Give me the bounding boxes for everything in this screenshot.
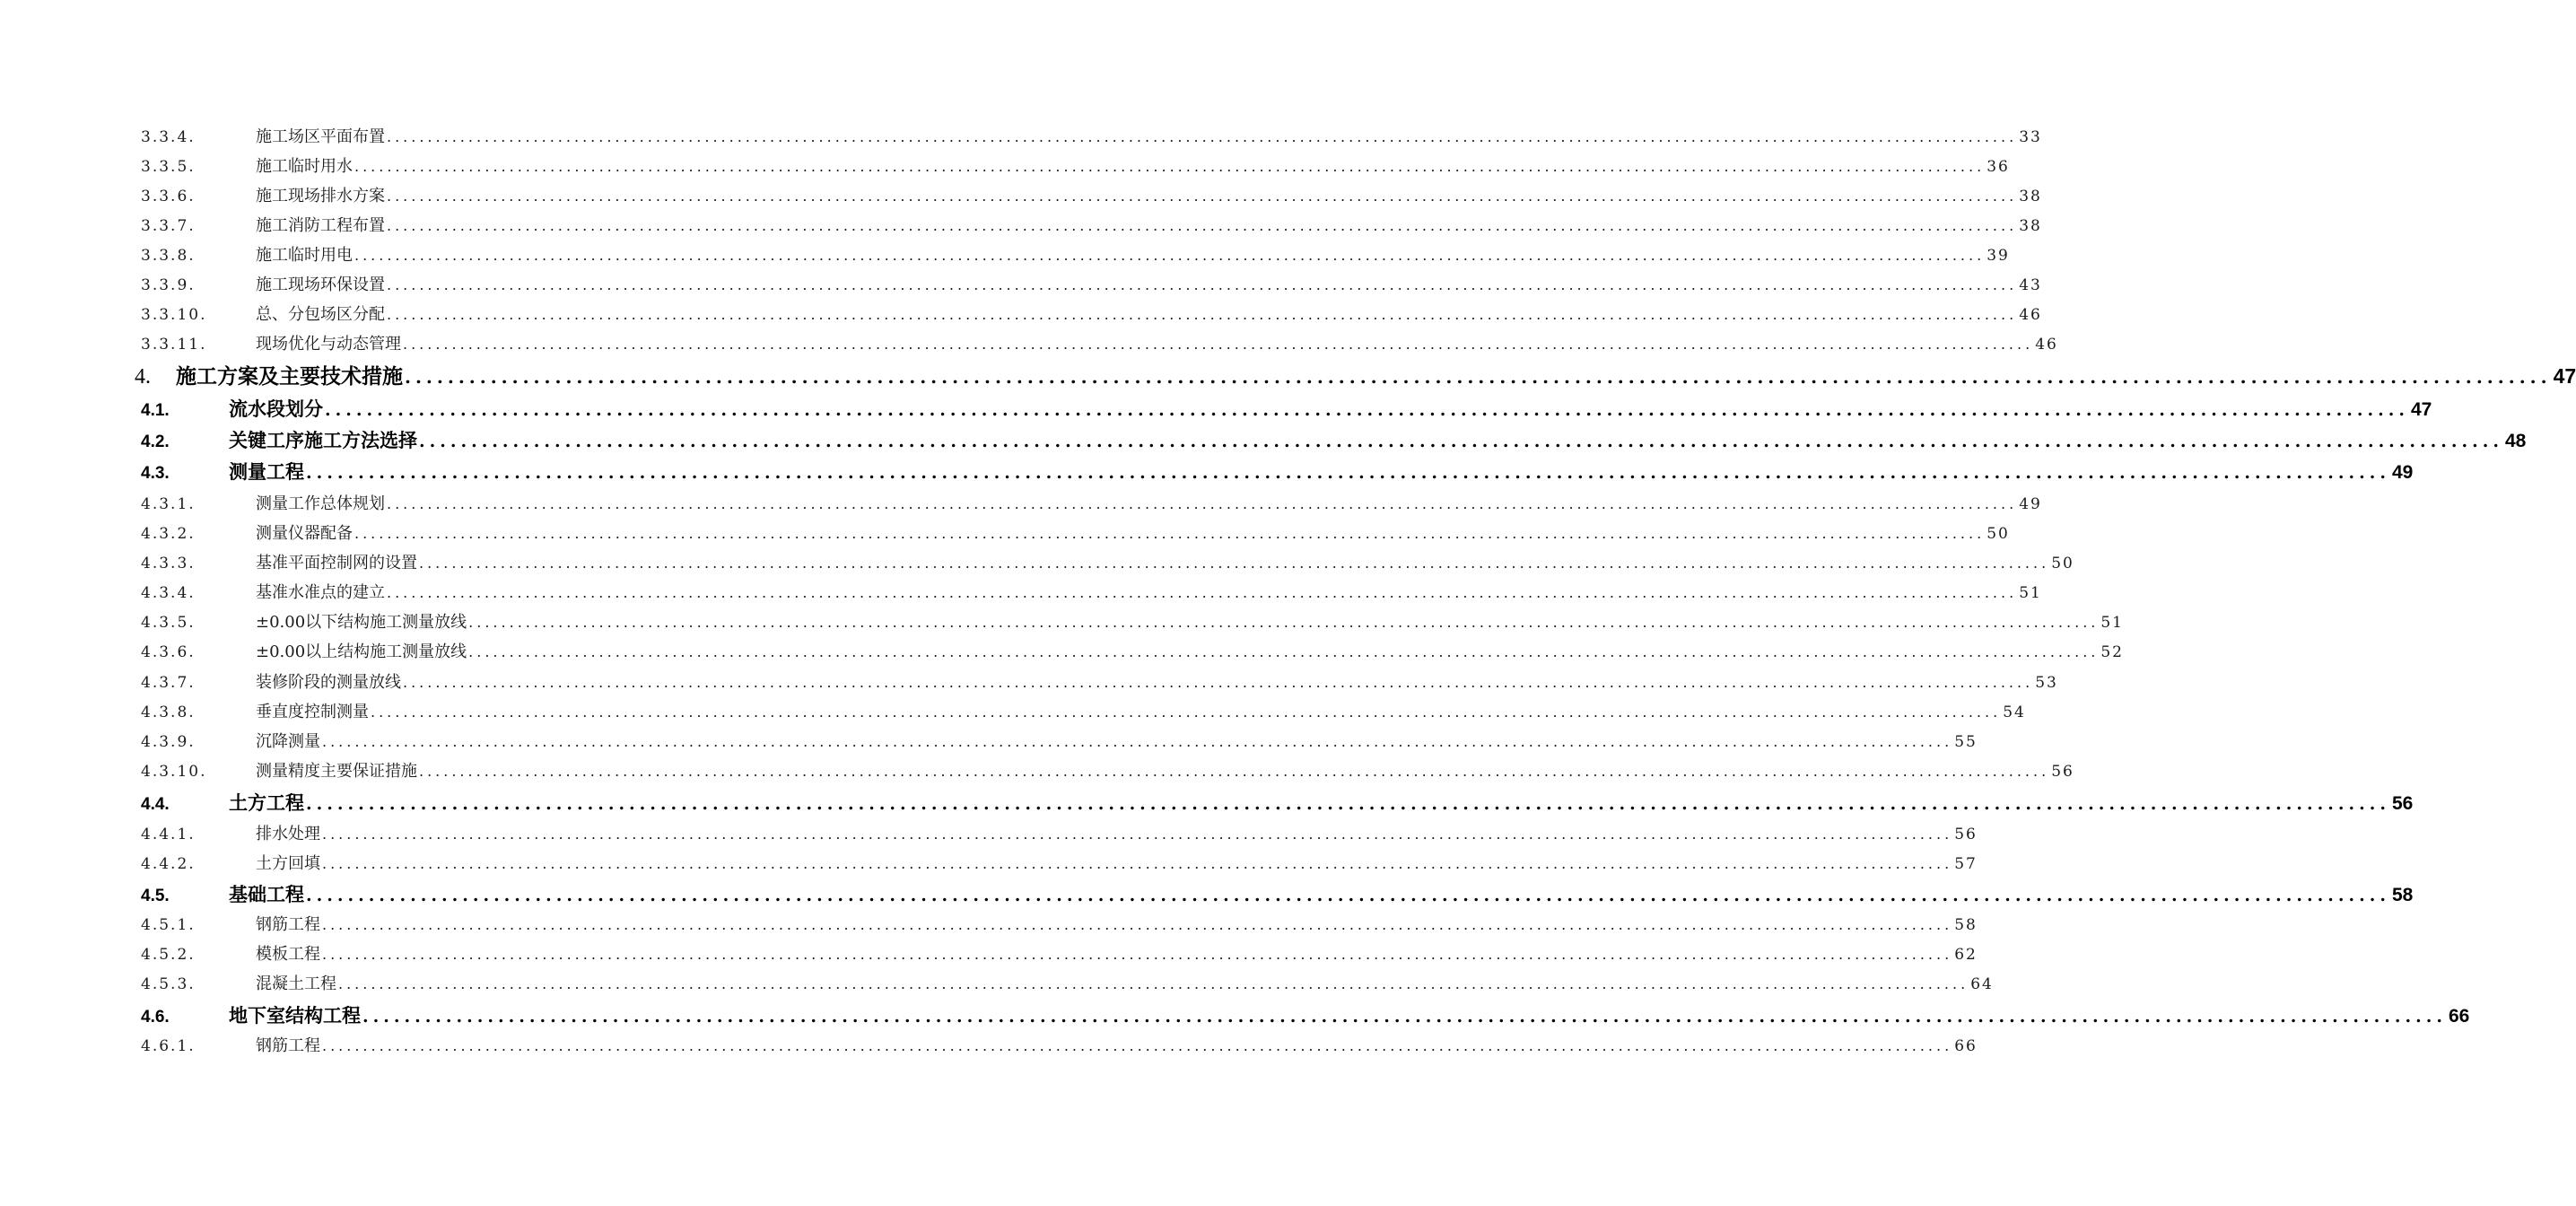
toc-entry-number: 4.6.1. bbox=[141, 1037, 196, 1055]
toc-entry-page: 62 bbox=[1954, 946, 1978, 964]
toc-section-entry[interactable] bbox=[141, 395, 2432, 424]
toc-leader-dots: ........................................................................................................................................................................................................ bbox=[387, 217, 2018, 234]
toc-entry-number: 4.5.3. bbox=[141, 975, 196, 993]
toc-leader-dots: ........................................................................................................................................................................................................ bbox=[306, 886, 2390, 905]
toc-entry-title: 施工现场环保设置 bbox=[256, 275, 385, 294]
toc-leader-dots: ........................................................................................................................................................................................................ bbox=[468, 614, 2100, 631]
toc-entry[interactable] bbox=[141, 1033, 1978, 1058]
toc-entry-number: 3.3.4. bbox=[141, 128, 196, 146]
toc-entry[interactable] bbox=[141, 699, 2026, 724]
toc-entry[interactable] bbox=[141, 639, 2124, 664]
toc-entry[interactable] bbox=[141, 272, 2042, 297]
toc-entry-title: 施工场区平面布置 bbox=[256, 127, 385, 146]
toc-entry-number: 4.3.8. bbox=[141, 704, 196, 721]
toc-entry-number: 3.3.7. bbox=[141, 217, 196, 235]
toc-section-entry[interactable] bbox=[141, 458, 2414, 486]
toc-entry-page: 46 bbox=[2035, 336, 2058, 354]
toc-entry-page: 53 bbox=[2035, 674, 2058, 692]
toc-entry-page: 43 bbox=[2019, 276, 2042, 294]
toc-entry[interactable] bbox=[141, 941, 1978, 966]
toc-leader-dots: ........................................................................................................................................................................................................ bbox=[322, 946, 1953, 963]
toc-entry-title: 土方工程 bbox=[229, 791, 304, 814]
toc-entry-title: 总、分包场区分配 bbox=[256, 305, 385, 324]
toc-leader-dots: ........................................................................................................................................................................................................ bbox=[362, 1007, 2447, 1027]
toc-entry-number: 3.3.5. bbox=[141, 158, 196, 176]
toc-leader-dots: ........................................................................................................................................................................................................ bbox=[322, 916, 1953, 933]
toc-entry-title: 装修阶段的测量放线 bbox=[256, 673, 401, 692]
toc-entry-page: 54 bbox=[2003, 704, 2026, 721]
toc-leader-dots: ........................................................................................................................................................................................................ bbox=[387, 584, 2018, 601]
toc-leader-dots: ........................................................................................................................................................................................................ bbox=[325, 400, 2409, 420]
toc-entry-title: 土方回填 bbox=[256, 854, 320, 873]
toc-entry-number: 4.4.1. bbox=[141, 826, 196, 843]
toc-entry-page: 33 bbox=[2019, 128, 2042, 146]
toc-leader-dots: ........................................................................................................................................................................................................ bbox=[322, 855, 1953, 872]
toc-entry-number: 4.5. bbox=[141, 887, 170, 905]
toc-leader-dots: ........................................................................................................................................................................................................ bbox=[322, 733, 1953, 750]
toc-entry[interactable] bbox=[141, 183, 2042, 208]
toc-entry-title: 施工消防工程布置 bbox=[256, 216, 385, 235]
toc-entry-page: 38 bbox=[2019, 188, 2042, 205]
toc-entry-page: 58 bbox=[1954, 916, 1978, 934]
toc-entry-number: 4.4.2. bbox=[141, 855, 196, 873]
toc-entry-title: 排水处理 bbox=[256, 825, 320, 843]
toc-entry-title: ±0.00以上结构施工测量放线 bbox=[256, 642, 467, 661]
toc-entry-page: 57 bbox=[1954, 855, 1978, 873]
toc-leader-dots: ........................................................................................................................................................................................................ bbox=[306, 463, 2390, 483]
toc-entry-page: 66 bbox=[1954, 1037, 1978, 1055]
toc-section-entry[interactable] bbox=[141, 426, 2527, 455]
toc-entry-title: 钢筋工程 bbox=[256, 915, 320, 934]
toc-leader-dots: ........................................................................................................................................................................................................ bbox=[387, 306, 2018, 323]
toc-entry-title: 钢筋工程 bbox=[256, 1036, 320, 1055]
toc-entry-number: 4.6. bbox=[141, 1008, 170, 1027]
toc-entry-number: 4.3.6. bbox=[141, 643, 196, 661]
toc-leader-dots: ........................................................................................................................................................................................................ bbox=[338, 975, 1969, 992]
toc-entry-title: 测量工程 bbox=[229, 460, 304, 483]
toc-entry-number: 3.3.10. bbox=[141, 306, 207, 324]
toc-entry[interactable] bbox=[141, 609, 2124, 634]
toc-entry-page: 50 bbox=[2051, 555, 2074, 572]
toc-leader-dots: ........................................................................................................................................................................................................ bbox=[322, 826, 1953, 843]
toc-entry[interactable] bbox=[141, 971, 1994, 996]
toc-leader-dots: ........................................................................................................................................................................................................ bbox=[387, 188, 2018, 205]
toc-entry-title: 施工临时用电 bbox=[256, 246, 353, 265]
toc-entry-title: 测量精度主要保证措施 bbox=[256, 762, 417, 781]
toc-entry[interactable] bbox=[141, 821, 1978, 846]
toc-leader-dots: ........................................................................................................................................................................................................ bbox=[403, 674, 2034, 691]
toc-entry-page: 64 bbox=[1970, 975, 1994, 993]
toc-entry-number: 3.3.8. bbox=[141, 247, 196, 265]
toc-entry-title: 测量仪器配备 bbox=[256, 524, 353, 543]
toc-entry-number: 3.3.11. bbox=[141, 336, 207, 354]
toc-entry-page: 55 bbox=[1954, 733, 1978, 751]
toc-entry-page: 50 bbox=[1987, 525, 2010, 543]
toc-leader-dots: ........................................................................................................................................................................................................ bbox=[354, 525, 1986, 542]
toc-leader-dots: ........................................................................................................................................................................................................ bbox=[322, 1037, 1953, 1054]
toc-entry-page: 56 bbox=[1954, 826, 1978, 843]
toc-leader-dots: ........................................................................................................................................................................................................ bbox=[419, 763, 2050, 780]
toc-entry-number: 4.1. bbox=[141, 401, 170, 420]
toc-leader-dots: ........................................................................................................................................................................................................ bbox=[354, 247, 1986, 264]
toc-entry-number: 4.3.3. bbox=[141, 555, 196, 572]
toc-entry-page: 38 bbox=[2019, 217, 2042, 235]
toc-entry[interactable] bbox=[141, 242, 2010, 267]
toc-entry-page: 51 bbox=[2100, 614, 2124, 632]
toc-entry[interactable] bbox=[141, 550, 2074, 575]
toc-leader-dots: ........................................................................................................................................................................................................ bbox=[371, 704, 2002, 721]
toc-entry-title: 地下室结构工程 bbox=[229, 1004, 361, 1027]
toc-entry[interactable] bbox=[141, 669, 2058, 695]
toc-entry-page: 46 bbox=[2019, 306, 2042, 324]
toc-entry-title: 流水段划分 bbox=[229, 398, 323, 420]
toc-entry-page: 48 bbox=[2504, 431, 2527, 451]
toc-entry[interactable] bbox=[141, 520, 2010, 546]
toc-entry[interactable] bbox=[141, 213, 2042, 238]
toc-entry-number: 4.3.10. bbox=[141, 763, 207, 781]
toc-entry-page: 52 bbox=[2100, 643, 2124, 661]
toc-leader-dots: ........................................................................................................................................................................................................ bbox=[419, 555, 2050, 572]
toc-entry[interactable] bbox=[141, 758, 2074, 783]
toc-entry-number: 4.2. bbox=[141, 433, 170, 451]
toc-leader-dots: ........................................................................................................................................................................................................ bbox=[387, 276, 2018, 293]
toc-entry-page: 58 bbox=[2391, 885, 2414, 905]
toc-entry-title: 混凝土工程 bbox=[256, 974, 336, 993]
toc-leader-dots: ........................................................................................................................................................................................................ bbox=[419, 432, 2503, 451]
toc-entry-page: 51 bbox=[2019, 584, 2042, 602]
toc-chapter-entry[interactable] bbox=[135, 360, 2576, 392]
toc-entry-page: 49 bbox=[2391, 462, 2414, 483]
toc-entry-title: 关键工序施工方法选择 bbox=[229, 429, 417, 451]
toc-entry[interactable] bbox=[141, 302, 2042, 327]
toc-entry-page: 47 bbox=[2553, 364, 2576, 388]
toc-entry-number: 4.3.9. bbox=[141, 733, 196, 751]
toc-entry-title: 模板工程 bbox=[256, 945, 320, 964]
toc-entry-title: 基础工程 bbox=[229, 883, 304, 905]
toc-entry-page: 36 bbox=[1987, 158, 2010, 176]
toc-entry[interactable] bbox=[141, 153, 2010, 179]
toc-entry-title: 基准平面控制网的设置 bbox=[256, 554, 417, 572]
toc-entry-number: 4.3.5. bbox=[141, 614, 196, 632]
toc-leader-dots: ........................................................................................................................................................................................................ bbox=[387, 495, 2018, 512]
toc-leader-dots: ........................................................................................................................................................................................................ bbox=[306, 794, 2390, 814]
toc-entry-title: 施工临时用水 bbox=[256, 157, 353, 176]
toc-entry-number: 4.3. bbox=[141, 464, 170, 483]
toc-entry[interactable] bbox=[141, 851, 1978, 876]
toc-leader-dots: ........................................................................................................................................................................................................ bbox=[468, 643, 2100, 660]
toc-leader-dots: ........................................................................................................................................................................................................ bbox=[387, 128, 2018, 145]
toc-section-entry[interactable] bbox=[141, 789, 2414, 817]
toc-entry-number: 4.3.2. bbox=[141, 525, 196, 543]
toc-leader-dots: ........................................................................................................................................................................................................ bbox=[354, 158, 1986, 175]
toc-entry-number: 3.3.6. bbox=[141, 188, 196, 205]
toc-section-entry[interactable] bbox=[141, 1001, 2470, 1030]
toc-entry-page: 56 bbox=[2051, 763, 2074, 781]
toc-entry-number: 4. bbox=[135, 365, 151, 389]
toc-entry-title: 测量工作总体规划 bbox=[256, 494, 385, 513]
toc-entry-page: 47 bbox=[2410, 399, 2432, 420]
toc-entry[interactable] bbox=[141, 124, 2042, 149]
toc-entry-number: 3.3.9. bbox=[141, 276, 196, 294]
toc-entry-page: 49 bbox=[2019, 495, 2042, 513]
toc-entry[interactable] bbox=[141, 580, 2042, 605]
toc-entry-number: 4.3.7. bbox=[141, 674, 196, 692]
toc-entry[interactable] bbox=[141, 912, 1978, 937]
toc-entry-number: 4.3.1. bbox=[141, 495, 196, 513]
toc-entry-number: 4.5.1. bbox=[141, 916, 196, 934]
toc-leader-dots: ........................................................................................................................................................................................................ bbox=[405, 366, 2552, 388]
toc-leader-dots: ........................................................................................................................................................................................................ bbox=[403, 336, 2034, 353]
toc-entry-number: 4.5.2. bbox=[141, 946, 196, 964]
toc-entry-title: 施工方案及主要技术措施 bbox=[176, 364, 403, 389]
toc-section-entry[interactable] bbox=[141, 880, 2414, 909]
toc-entry[interactable] bbox=[141, 729, 1978, 754]
toc-entry-number: 4.4. bbox=[141, 795, 170, 814]
toc-entry-title: 沉降测量 bbox=[256, 732, 320, 751]
toc-entry-title: 施工现场排水方案 bbox=[256, 187, 385, 205]
toc-entry-number: 4.3.4. bbox=[141, 584, 196, 602]
toc-entry-page: 66 bbox=[2448, 1006, 2470, 1027]
toc-entry-page: 56 bbox=[2391, 793, 2414, 814]
toc-entry-title: 基准水准点的建立 bbox=[256, 583, 385, 602]
toc-entry[interactable] bbox=[141, 491, 2042, 516]
toc-entry-title: ±0.00以下结构施工测量放线 bbox=[256, 613, 467, 632]
toc-entry[interactable] bbox=[141, 331, 2058, 356]
toc-entry-title: 现场优化与动态管理 bbox=[256, 335, 401, 354]
toc-entry-page: 39 bbox=[1987, 247, 2010, 265]
toc-entry-title: 垂直度控制测量 bbox=[256, 703, 369, 721]
